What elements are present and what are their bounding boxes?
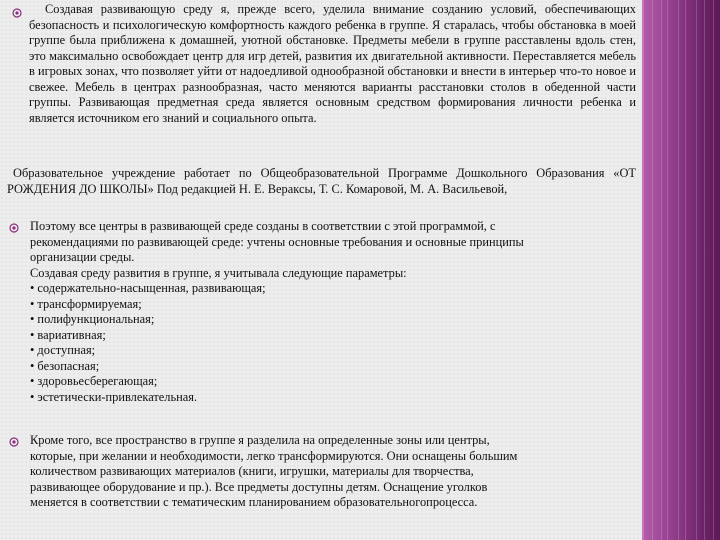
text-line: Кроме того, все пространство в группе я разделила на определенные зоны или центры,: [30, 433, 490, 447]
param-item: • содержательно-насыщенная, развивающая;: [30, 281, 266, 295]
circle-bullet-icon: [9, 437, 19, 447]
param-item: • безопасная;: [30, 358, 100, 373]
param-item: • здоровьесберегающая;: [30, 374, 158, 388]
param-item: • эстетически-привлекательная.: [30, 389, 198, 404]
section-zones: [30, 433, 636, 511]
text-line: организации среды.: [30, 250, 135, 264]
text-line: которые, при желании и необходимости, легко трансформируются. Они оснащены большим: [30, 448, 518, 463]
section-centers: [30, 219, 636, 405]
param-item: • вариативная;: [30, 327, 106, 342]
text-line: Поэтому все центры в развивающей среде созданы в соответствии с этой программой, с: [30, 219, 496, 233]
text-line: меняется в соответствии с тематическим планированием образовательногопроцесса.: [30, 495, 478, 509]
param-item: • полифункциональная;: [30, 312, 155, 326]
text-line: Создавая среду развития в группе, я учитывала следующие параметры:: [30, 265, 407, 280]
text-line: количеством развивающих материалов (книги, игрушки, материалы для творчества,: [30, 464, 474, 478]
paragraph-intro: Создавая развивающую среду я, прежде всего, уделила внимание созданию условий, обеспечивающих безопасность и психологическую комфортность каждого ребенка в группе. Я старалась, чтобы обстановка в моей группе была приближена к домашней, уютной обстановке. Предметы мебели в группе расставлены вдоль стен, это максимально освобождает центр для игр детей, развития их двигательной активности. Переставляется мебель в игровых зонах, что позволяет уйти от надоедливой однообразной обстановки и внести в интерьер что-то новое и свежее. Мебель в центрах разнообразная, часто меняются варианты расстановки столов в обеденной части группы. Развивающая предметная среда является основным средством формирования личности ребенка и является источником его знаний и социального опыта.: [29, 2, 636, 125]
text-line: развивающее оборудование и пр.). Все предметы доступны детям. Оснащение уголков: [30, 479, 488, 494]
decorative-side-band: [642, 0, 720, 540]
paragraph-program: Образовательное учреждение работает по Общеобразовательной Программе Дошкольного Образования «ОТ РОЖДЕНИЯ ДО ШКОЛЫ» Под редакцией Н. Е. Вераксы, Т. С. Комаровой, М. А. Васильевой,: [7, 166, 636, 196]
param-item: • доступная;: [30, 343, 96, 357]
circle-bullet-icon: [9, 223, 19, 233]
text-line: рекомендациями по развивающей среде: учтены основные требования и основные принципы: [30, 234, 524, 249]
param-item: • трансформируемая;: [30, 296, 142, 311]
diamond-bullet-icon: [12, 8, 22, 18]
